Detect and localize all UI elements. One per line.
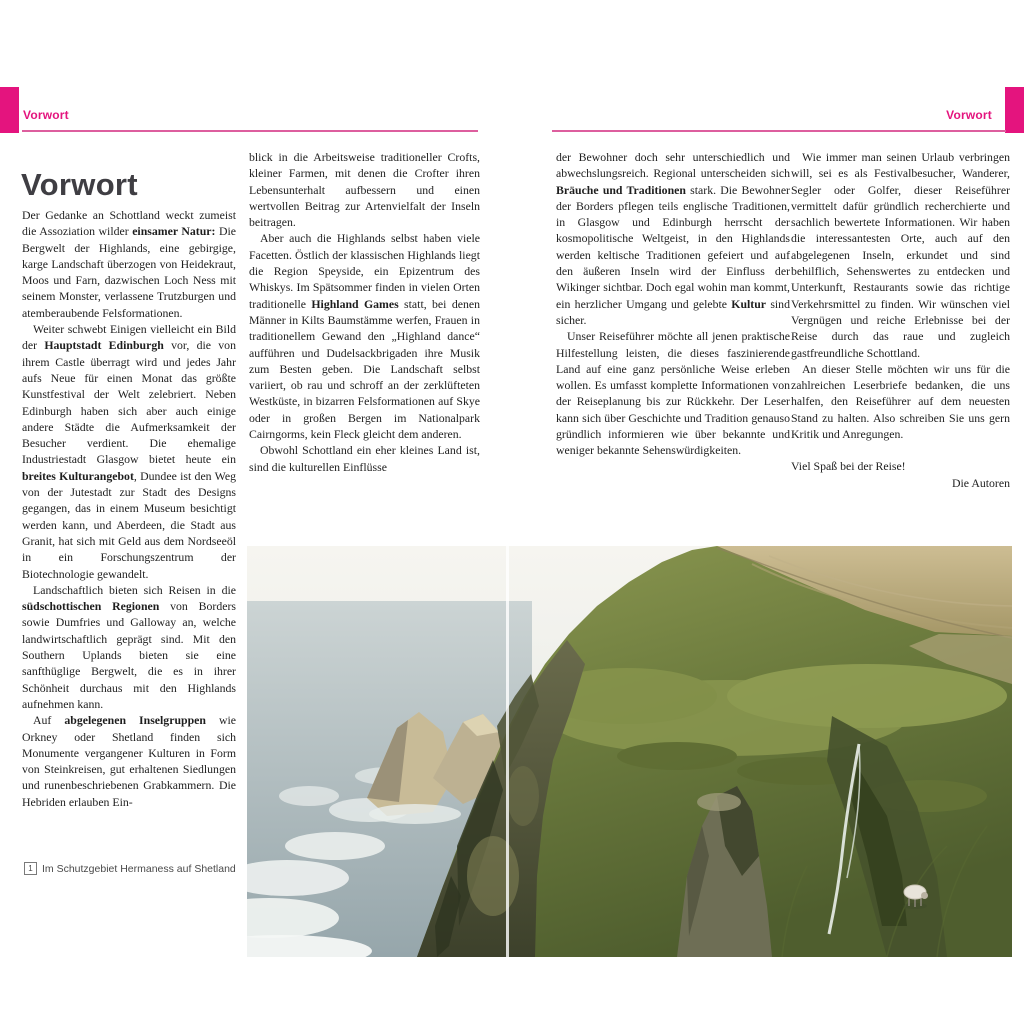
sheep-icon (903, 885, 928, 909)
coastal-landscape-illustration (247, 546, 1012, 957)
paragraph: blick in die Arbeitsweise traditioneller Crofts, kleiner Farmen, mit denen die Crofter ihren Lebensunterhalt aufbessern und einen wertvollen Beitrag zur Artenvielfalt der Inseln beitragen. (249, 150, 480, 230)
caption-number-icon: 1 (24, 862, 37, 875)
header-rule-right (552, 130, 1006, 132)
chapter-tab-right (1005, 87, 1024, 133)
paragraph: Der Gedanke an Schottland weckt zumeist die Assoziation wilder einsamer Natur: Die Bergwelt der Highlands, eine gebirgige, karge Landschaft überzogen von Heidekraut, Moos und Farn, dazwischen Loch Ness mit seinem Monster, verlassene Trutzburgen und atemberaubende Felsformationen. (22, 208, 236, 320)
running-head-left: Vorwort (23, 108, 69, 122)
page-title: Vorwort (21, 166, 138, 202)
text-column-2 (249, 149, 480, 539)
paragraph: Obwohl Schottland ein eher kleines Land ist, sind die kulturellen Einflüsse (249, 443, 480, 474)
paragraph: Viel Spaß bei der Reise! (791, 459, 906, 474)
text-column-3 (556, 149, 790, 539)
paragraph: Wie immer man seinen Urlaub verbringen will, sei es als Festivalbesucher, Wanderer, Segler oder Golfer, dieser Reiseführer vermittelt dafür gründlich recherchierte und sachlich bewertete Informationen. Wir haben die interessantesten Orte, auch auf den abgelegenen Inseln, erkundet und sind behilflich, Sehenswertes zu entdecken und Unterkunft, Restaurants sowie das richtige Verkehrsmittel zu finden. Wir wünschen viel Vergnügen und reiche Erlebnisse bei der Reise durch das raue und zugleich gastfreundliche Schottland. (791, 150, 1010, 360)
page-gutter-line (506, 546, 509, 957)
text-column-1 (22, 207, 236, 855)
paragraph: Die Autoren (952, 475, 1010, 490)
paragraph: der Bewohner doch sehr unterschiedlich und abwechslungsreich. Regional unterscheiden sich Bräuche und Traditionen stark. Die Bewohner der Borders pflegen teils englische Traditionen, in Glasgow und Edinburgh herrscht der kosmopolitische Weltgeist, in den Highlands werden keltische Traditionen gefeiert und auf den äußeren Inseln wird der Einfluss der Wikinger sichtbar. Doch egal wohin man kommt, ein herzlicher Umgang und gelebte Kultur sind sicher. (556, 150, 790, 327)
caption-text: Im Schutzgebiet Hermaness auf Shetland (42, 862, 236, 875)
paragraph: Weiter schwebt Einigen vielleicht ein Bild der Hauptstadt Edinburgh vor, die von ihrem Castle überragt wird und jedes Jahr aufs Neue für einen Monat das größte Kunstfestival der Welt zelebriert. Neben Edinburgh haben sich aber auch einige andere Städte die Aufmerksamkeit der Besucher verdient. Die ehemalige Industriestadt Glasgow bietet heute ein breites Kulturangebot, Dundee ist den Weg von der Jutestadt zur Stadt des Designs gegangen, das in einem Museum besichtigt werden kann, und Aberdeen, die Stadt aus Granit, hat sich mit Geld aus dem Nordseeöl in ein Forschungszentrum der Biotechnologie gewandelt. (22, 322, 236, 581)
paragraph: Aber auch die Highlands selbst haben viele Facetten. Östlich der klassischen Highlands liegt die Region Speyside, ein Epizentrum des Whiskys. Im Spätsommer finden in vielen Orten traditionelle Highland Games statt, bei denen Männer in Kilts Baumstämme werfen, Frauen in traditionellem Gewand den „Highland dance“ aufführen und Dudelsackbrigaden ihre Musik zum Besten geben. Die Landschaft selbst variiert, ob rau und schroff an der zerklüfteten Westküste, in bizarren Felsformationen auf Skye oder in großen Bergen im Nationalpark Cairngorms, kein Fleck gleicht dem anderen. (249, 231, 480, 442)
paragraph: Auf abgelegenen Inselgruppen wie Orkney oder Shetland finden sich Monumente vergangener Kulturen in Form von Steinkreisen, gut erhaltenen Siedlungen und runenbeschriebenen Grabkammern. Die Hebriden erlauben Ein- (22, 713, 237, 809)
paragraph: An dieser Stelle möchten wir uns für die zahlreichen Leserbriefe bedanken, die uns halfen, den Reiseführer auf dem neuesten Stand zu halten. Also schreiben Sie uns gern Kritik und Anregungen. (791, 361, 1010, 442)
paragraph: Landschaftlich bieten sich Reisen in die südschottischen Regionen von Borders sowie Dumfries und Galloway an, welche landwirtschaftlich geprägt sind. Mit den Southern Uplands bieten sie eine sanfthüglige Bergwelt, die es in ihrer Schönheit durchaus mit den Highlands aufnehmen kann. (22, 582, 236, 711)
paragraph: Unser Reiseführer möchte all jenen praktische Hilfestellung leisten, die dieses faszinierende Land auf eine ganz persönliche Weise erleben wollen. Es umfasst komplette Informationen von der Reiseplanung bis zur Rückkehr. Der Leser kann sich über Geschichte und Tradition genauso gründlich informieren wie über bekannte und weniger bekannte Sehenswürdigkeiten. (556, 329, 790, 458)
hero-photo (247, 546, 1012, 957)
chapter-tab-left (0, 87, 19, 133)
header-rule-left (22, 130, 478, 132)
running-head-right: Vorwort (946, 108, 992, 122)
text-column-4 (791, 149, 1010, 539)
photo-caption (24, 862, 238, 875)
